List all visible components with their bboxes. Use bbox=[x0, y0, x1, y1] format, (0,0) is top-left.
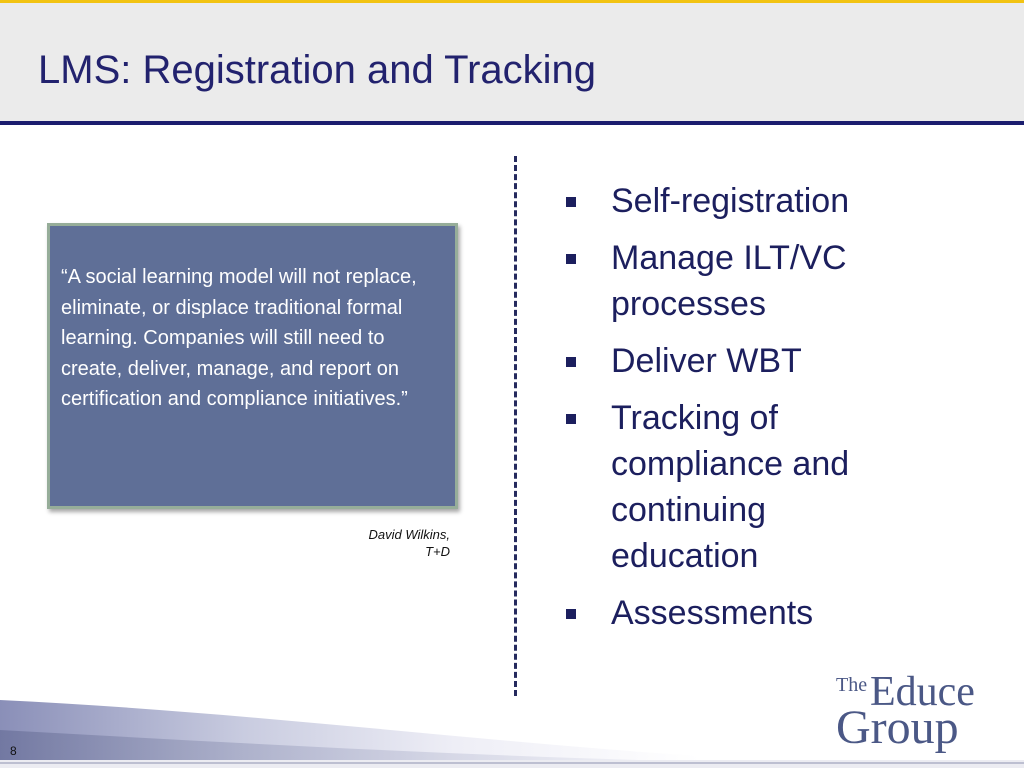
slide-title: LMS: Registration and Tracking bbox=[38, 48, 597, 92]
bullet-label: Tracking of compliance and continuing education bbox=[611, 399, 850, 575]
logo-group: Group bbox=[836, 701, 959, 754]
educe-group-logo bbox=[836, 670, 1006, 754]
quote-attribution bbox=[300, 526, 450, 560]
quote-text: “A social learning model will not replace, eliminate, or displace traditional formal learning. Companies will still need to create, deliver, manage, and report on certification and compliance initiatives.” bbox=[61, 266, 417, 410]
page-number: 8 bbox=[10, 744, 17, 758]
square-bullet-icon bbox=[566, 254, 576, 264]
title-underline-rule bbox=[0, 121, 1024, 125]
quote-box bbox=[47, 223, 458, 509]
bullet-item bbox=[560, 395, 920, 579]
square-bullet-icon bbox=[566, 197, 576, 207]
dashed-divider bbox=[514, 156, 517, 696]
bullet-list bbox=[560, 178, 920, 647]
logo-the: The bbox=[836, 674, 868, 696]
bullet-label: Deliver WBT bbox=[611, 342, 802, 380]
square-bullet-icon bbox=[566, 414, 576, 424]
bullet-label: Assessments bbox=[611, 594, 814, 632]
bullet-item bbox=[560, 590, 920, 636]
bullet-item bbox=[560, 235, 920, 327]
bullet-item bbox=[560, 178, 920, 224]
logo-educe: Educe bbox=[870, 669, 975, 715]
quote-author: David Wilkins, bbox=[368, 527, 450, 542]
bullet-label: Manage ILT/VC processes bbox=[611, 239, 847, 323]
bullet-item bbox=[560, 338, 920, 384]
square-bullet-icon bbox=[566, 609, 576, 619]
quote-source: T+D bbox=[425, 544, 450, 559]
bullet-label: Self-registration bbox=[611, 182, 850, 220]
square-bullet-icon bbox=[566, 357, 576, 367]
